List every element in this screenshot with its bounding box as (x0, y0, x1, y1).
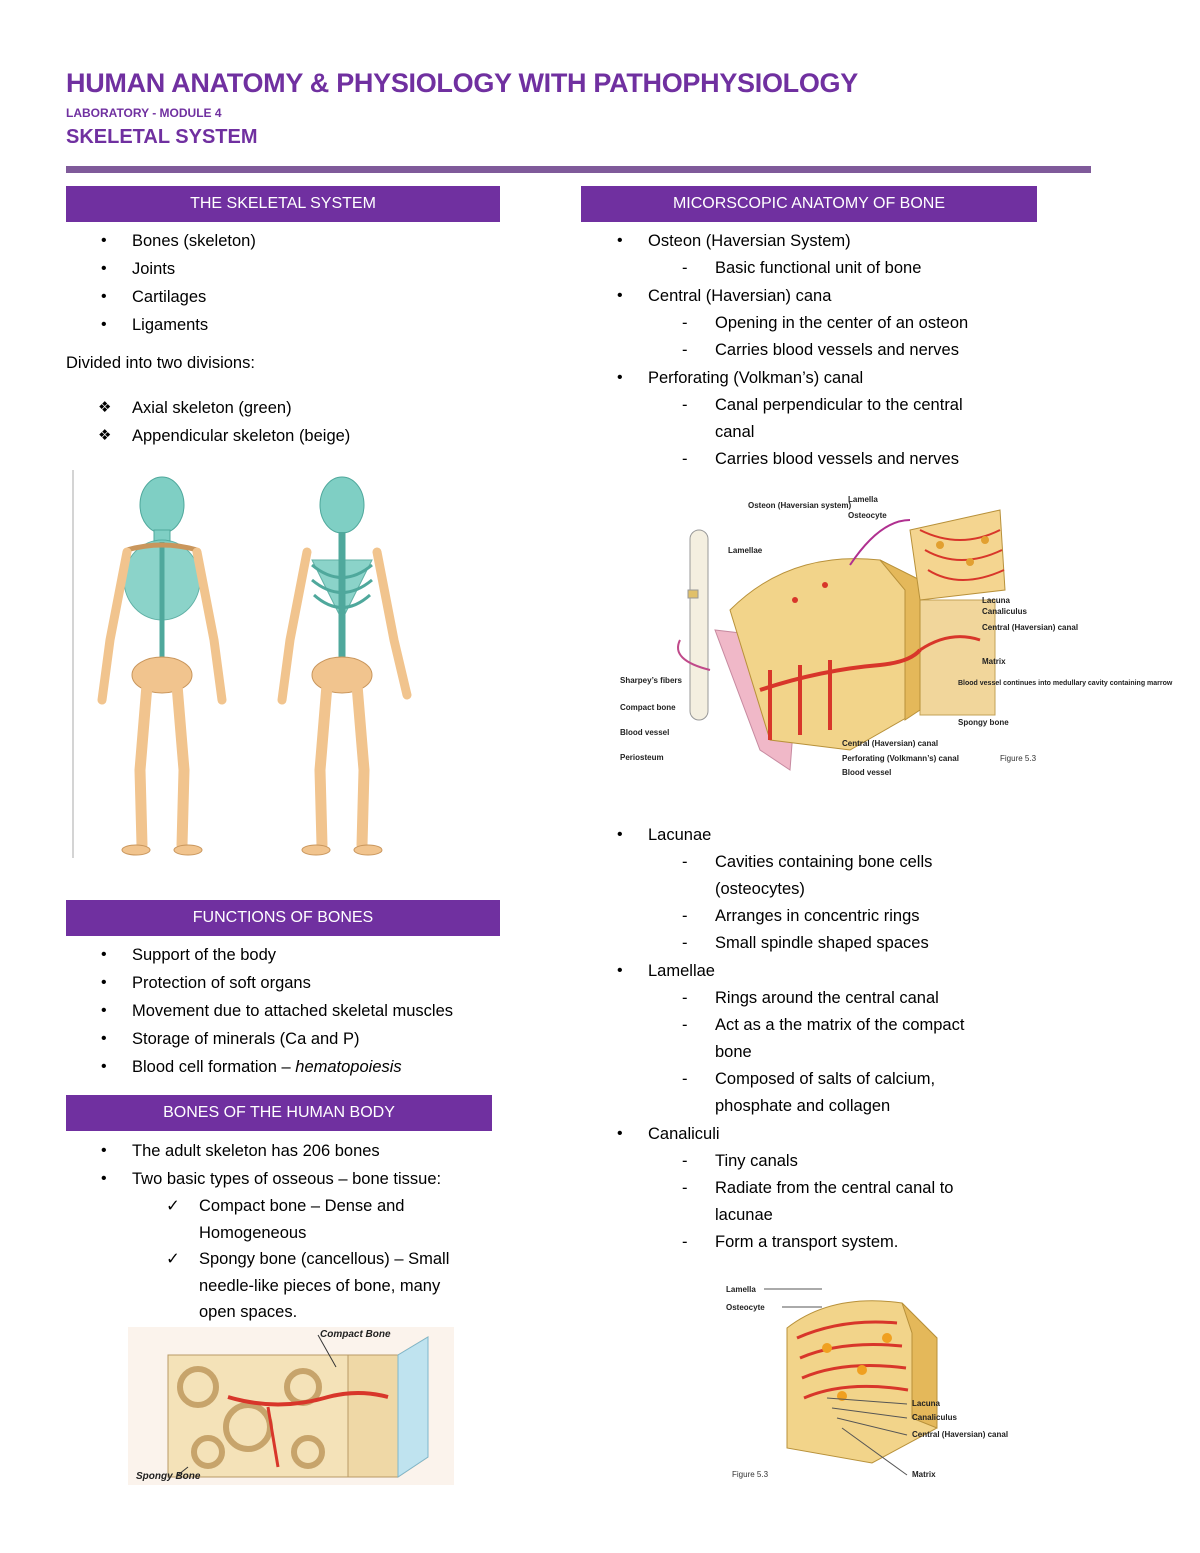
label-central-canal: Central (Haversian) canal (912, 1430, 1009, 1439)
list-subitem: - Carries blood vessels and nerves (582, 337, 1052, 364)
label-osteocyte: Osteocyte (726, 1303, 765, 1312)
lamella-figure (722, 1278, 1009, 1488)
label-lacuna: Lacuna (912, 1399, 941, 1408)
list-item: • Cartilages (66, 283, 500, 311)
bone-tissue-figure (128, 1327, 454, 1485)
lacunae-list (582, 821, 1052, 1256)
label-blood-vessel-bottom: Blood vessel (842, 768, 892, 777)
list-item: • Canaliculi (582, 1120, 1052, 1148)
microscopic-list (582, 227, 1052, 473)
list-item: • Bones (skeleton) (66, 227, 500, 255)
label-matrix: Matrix (912, 1470, 936, 1479)
topic-title: SKELETAL SYSTEM (66, 126, 258, 148)
list-item (66, 1053, 526, 1081)
compact-bone-label: Compact Bone (320, 1329, 391, 1340)
section-header-microscopic: MICORSCOPIC ANATOMY OF BONE (581, 186, 1037, 222)
list-subitem: - Act as a the matrix of the compact bone (582, 1012, 1005, 1066)
list-item: • Central (Haversian) cana (582, 282, 1052, 310)
list-item: ❖ Axial skeleton (green) (66, 394, 500, 422)
list-item: ✓ Compact bone – Dense and Homogeneous (66, 1193, 459, 1246)
section-header-functions: FUNCTIONS OF BONES (66, 900, 500, 936)
label-canaliculus: Canaliculus (912, 1413, 957, 1422)
list-subitem: - Opening in the center of an osteon (582, 310, 1052, 337)
list-item: • Two basic types of osseous – bone tissue: (66, 1165, 526, 1193)
label-sharpeys-fibers: Sharpey’s fibers (620, 676, 682, 685)
label-spongy-bone: Spongy bone (958, 718, 1009, 727)
label-blood-vessel-continues: Blood vessel continues into medullary cavity containing marrow (958, 680, 1173, 687)
label-perforating-canal: Perforating (Volkmann’s) canal (842, 754, 959, 763)
functions-list (66, 941, 526, 1081)
label-central-canal-right: Central (Haversian) canal (982, 623, 1079, 632)
label-osteocyte: Osteocyte (848, 511, 887, 520)
list-item: • The adult skeleton has 206 bones (66, 1137, 526, 1165)
posterior-skeleton (282, 477, 407, 855)
label-osteon: Osteon (Haversian system) (748, 501, 852, 510)
label-central-canal-bottom: Central (Haversian) canal (842, 739, 939, 748)
header-divider (66, 166, 1091, 173)
list-item: • Lacunae (582, 821, 1052, 849)
skeleton-figure (72, 470, 452, 860)
figure-caption: Figure 5.3 (1000, 754, 1037, 763)
module-label: LABORATORY - MODULE 4 (66, 106, 222, 120)
list-item: • Support of the body (66, 941, 526, 969)
label-periosteum: Periosteum (620, 753, 664, 762)
bones-list (66, 1137, 526, 1193)
divisions-list (66, 394, 500, 450)
label-lamellae: Lamellae (728, 546, 763, 555)
list-item: • Ligaments (66, 311, 500, 339)
label-canaliculus: Canaliculus (982, 607, 1027, 616)
list-item: • Protection of soft organs (66, 969, 526, 997)
list-subitem: - Cavities containing bone cells (osteocytes) (582, 849, 985, 903)
spongy-bone-label: Spongy Bone (136, 1471, 201, 1482)
function-term: hematopoiesis (295, 1058, 402, 1076)
list-item: • Storage of minerals (Ca and P) (66, 1025, 526, 1053)
label-lamella: Lamella (848, 495, 878, 504)
long-bone-inset (688, 530, 708, 720)
list-subitem: - Canal perpendicular to the central canal (582, 392, 1005, 446)
label-lamella: Lamella (726, 1285, 756, 1294)
list-item: ❖ Appendicular skeleton (beige) (66, 422, 500, 450)
skeletal-components-list (66, 227, 500, 339)
list-item: • Perforating (Volkman’s) canal (582, 364, 1052, 392)
list-subitem: - Tiny canals (582, 1148, 1052, 1175)
list-subitem: - Carries blood vessels and nerves (582, 446, 1052, 473)
figure-caption: Figure 5.3 (732, 1470, 769, 1479)
list-subitem: - Basic functional unit of bone (582, 255, 1052, 282)
list-subitem: - Form a transport system. (582, 1229, 1052, 1256)
section-header-bones: BONES OF THE HUMAN BODY (66, 1095, 492, 1131)
bone-types-list (66, 1193, 456, 1326)
list-subitem: - Rings around the central canal (582, 985, 1052, 1012)
osteon-figure (620, 490, 1173, 800)
label-matrix: Matrix (982, 657, 1006, 666)
document-title: HUMAN ANATOMY & PHYSIOLOGY WITH PATHOPHYSIOLOGY (66, 68, 858, 98)
label-blood-vessel-left: Blood vessel (620, 728, 670, 737)
label-compact-bone: Compact bone (620, 703, 676, 712)
anterior-skeleton (102, 477, 222, 855)
list-subitem: - Small spindle shaped spaces (582, 930, 1052, 957)
list-item: • Movement due to attached skeletal muscles (66, 997, 526, 1025)
divisions-intro: Divided into two divisions: (66, 354, 255, 372)
list-item: ✓ Spongy bone (cancellous) – Small needle-like pieces of bone, many open spaces. (66, 1246, 459, 1326)
list-item: • Joints (66, 255, 500, 283)
function-text: Blood cell formation – (132, 1058, 296, 1076)
osteon-inset (910, 510, 1005, 600)
list-item: • Lamellae (582, 957, 1052, 985)
list-subitem: - Arranges in concentric rings (582, 903, 1052, 930)
list-subitem: - Composed of salts of calcium, phosphate and collagen (582, 1066, 975, 1120)
section-header-skeletal-system: THE SKELETAL SYSTEM (66, 186, 500, 222)
list-item: • Osteon (Haversian System) (582, 227, 1052, 255)
list-subitem: - Radiate from the central canal to lacunae (582, 1175, 1000, 1229)
label-lacuna: Lacuna (982, 596, 1011, 605)
